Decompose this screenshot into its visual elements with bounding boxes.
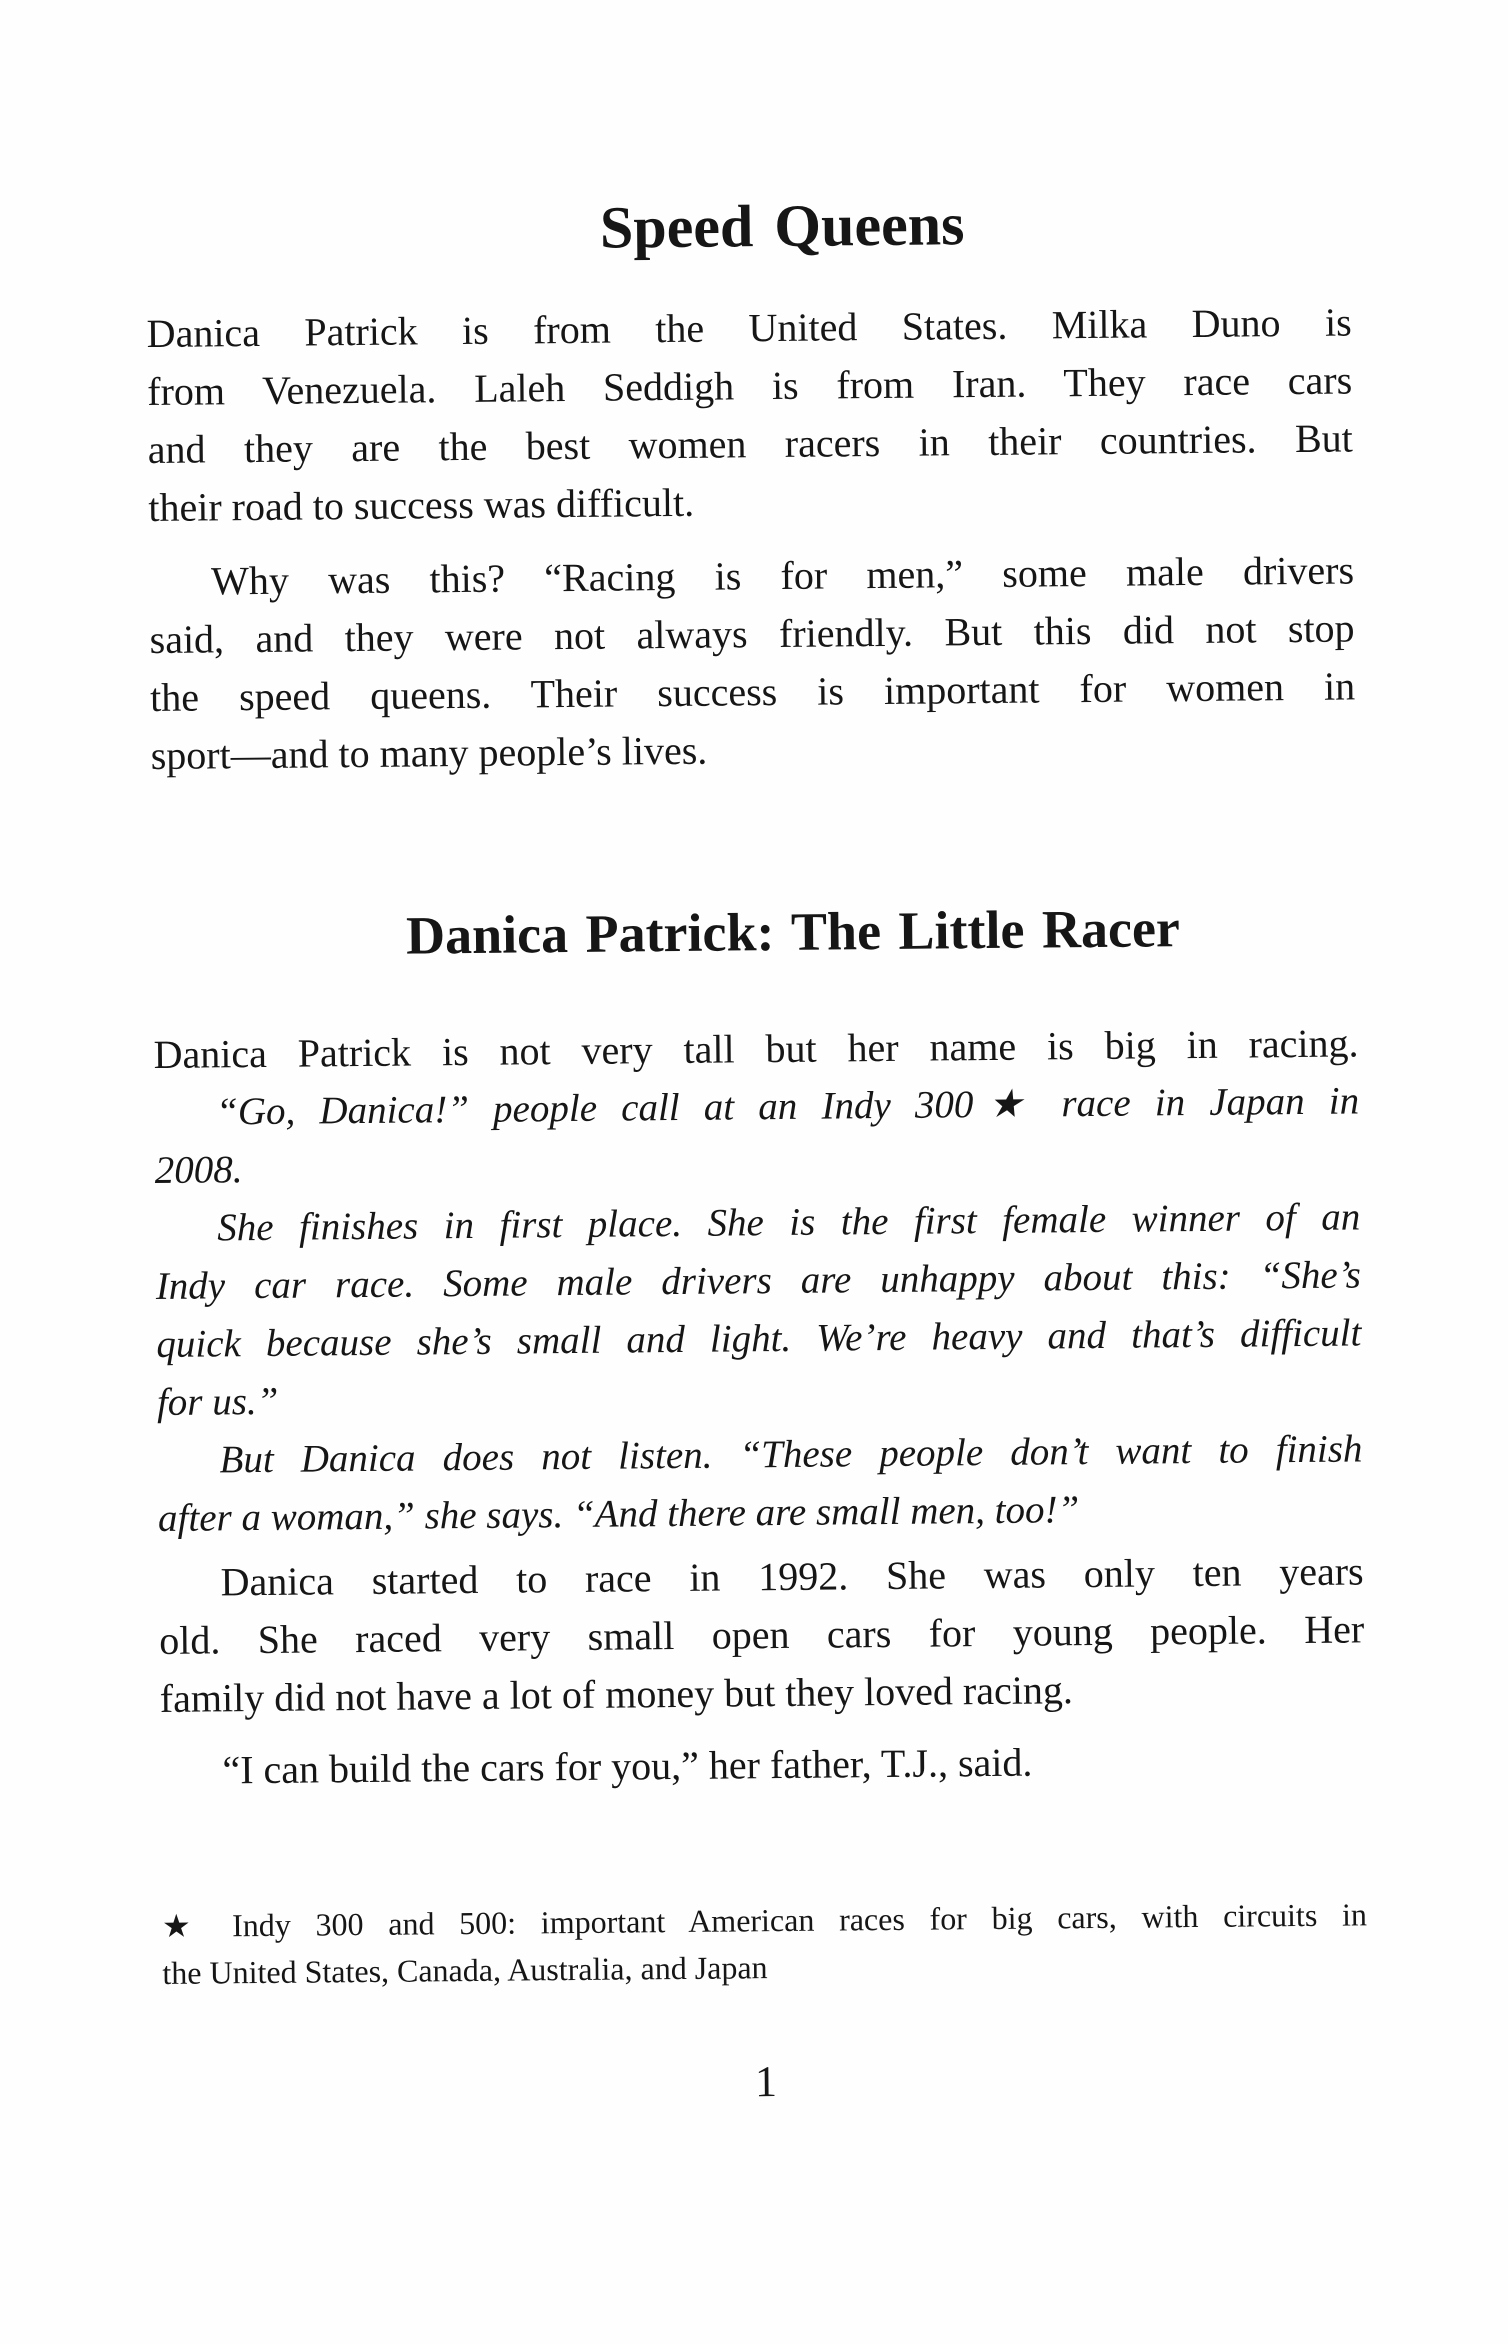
text-line: Danica started to race in 1992. She was only ten years xyxy=(220,1548,1364,1605)
text-line: Why was this? “Racing is for men,” some male drivers xyxy=(210,547,1355,604)
text-line: But Danica does not listen. “These people don’t want to finish xyxy=(219,1427,1363,1482)
text-line: 2008. xyxy=(154,1148,243,1193)
text-line: the speed queens. Their success is important for women in xyxy=(149,663,1356,721)
page-number: 1 xyxy=(754,2057,778,2107)
page-content xyxy=(143,0,1368,2111)
footnote xyxy=(162,1891,1368,1997)
text-line: Indy car race. Some male drivers are unhappy about this: “She’s xyxy=(155,1253,1361,1308)
intro-section xyxy=(146,293,1356,785)
paragraph xyxy=(155,1188,1362,1432)
story-section xyxy=(153,1014,1365,1800)
paragraph xyxy=(154,1072,1360,1200)
paragraph xyxy=(157,1420,1363,1548)
text-line: the United States, Canada, Australia, and Japan xyxy=(162,1949,768,1991)
paragraph xyxy=(158,1542,1365,1728)
paragraph xyxy=(146,293,1353,537)
text-line: family did not have a lot of money but they loved racing. xyxy=(159,1667,1074,1721)
text-line: Danica Patrick is not very tall but her name is big in racing. xyxy=(153,1020,1359,1078)
text-line: ★ Indy 300 and 500: important American races for big cars, with circuits in xyxy=(161,1896,1368,1944)
text-line: after a woman,” she says. “And there are small men, too!” xyxy=(157,1488,1080,1540)
section-heading: Danica Patrick: The Little Racer xyxy=(405,898,1181,966)
paragraph xyxy=(160,1730,1366,1800)
text-line: Danica Patrick is from the United States. Milka Duno is xyxy=(146,299,1352,357)
text-line: old. She raced very small open cars for young people. Her xyxy=(159,1606,1365,1663)
text-line: their road to success was difficult. xyxy=(148,479,695,531)
text-line: quick because she’s small and light. We’re heavy and that’s difficult xyxy=(156,1311,1362,1366)
text-line: She finishes in first place. She is the first female winner of an xyxy=(217,1195,1361,1250)
page-title: Speed Queens xyxy=(599,191,965,261)
text-line: sport—and to many people’s lives. xyxy=(150,727,708,779)
paragraph xyxy=(149,541,1356,785)
text-line: and they are the best women racers in their countries. But xyxy=(147,415,1353,473)
text-line: from Venezuela. Laleh Seddigh is from Iran. They race cars xyxy=(147,357,1353,415)
paragraph xyxy=(162,1891,1368,1997)
text-line: said, and they were not always friendly. But this did not stop xyxy=(149,605,1355,663)
text-line: for us.” xyxy=(156,1379,279,1424)
text-line: “Go, Danica!” people call at an Indy 300★ race in Japan in xyxy=(215,1079,1360,1134)
text-line: “I can build the cars for you,” her father, T.J., said. xyxy=(222,1739,1033,1793)
